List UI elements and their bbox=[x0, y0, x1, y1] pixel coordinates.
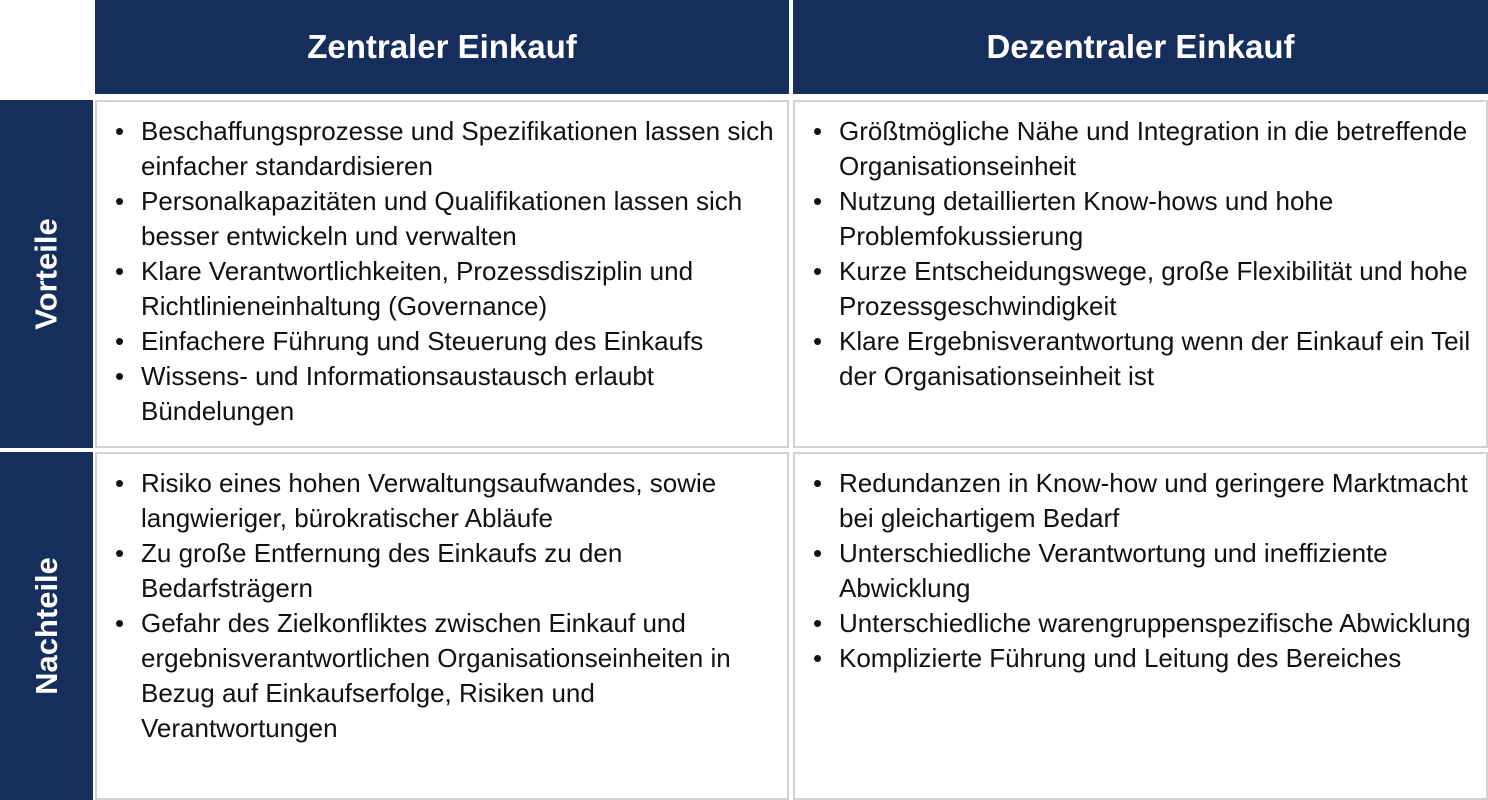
list-item: • Nutzung detaillierten Know-hows und hohe Problemfokussierung bbox=[807, 184, 1476, 254]
header-central-label: Zentraler Einkauf bbox=[307, 28, 577, 65]
list-item: • Risiko eines hohen Verwaltungsaufwandes, sowie langwieriger, bürokratischer Abläufe bbox=[109, 466, 777, 536]
row-label-disadvantages-text: Nachteile bbox=[28, 557, 64, 695]
central-disadvantages-list bbox=[109, 466, 777, 746]
list-item: • Komplizierte Führung und Leitung des Bereiches bbox=[807, 641, 1476, 676]
list-item: • Klare Verantwortlichkeiten, Prozessdisziplin und Richtlinieneinhaltung (Governance) bbox=[109, 254, 777, 324]
cell-central-disadvantages bbox=[95, 452, 789, 800]
central-advantages-list bbox=[109, 114, 777, 429]
list-item: • Wissens- und Informationsaustausch erlaubt Bündelungen bbox=[109, 359, 777, 429]
row-label-advantages bbox=[0, 100, 93, 448]
header-central-purchasing bbox=[95, 0, 789, 94]
header-decentral-label: Dezentraler Einkauf bbox=[986, 28, 1295, 65]
header-decentral-purchasing bbox=[793, 0, 1488, 94]
list-item: • Einfachere Führung und Steuerung des Einkaufs bbox=[109, 324, 777, 359]
decentral-advantages-list bbox=[807, 114, 1476, 394]
row-label-advantages-text: Vorteile bbox=[28, 218, 64, 330]
cell-decentral-advantages bbox=[793, 100, 1488, 448]
cell-decentral-disadvantages bbox=[793, 452, 1488, 800]
list-item: • Unterschiedliche warengruppenspezifische Abwicklung bbox=[807, 606, 1476, 641]
decentral-disadvantages-list bbox=[807, 466, 1476, 676]
cell-central-advantages bbox=[95, 100, 789, 448]
list-item: • Zu große Entfernung des Einkaufs zu den Bedarfsträgern bbox=[109, 536, 777, 606]
list-item: • Kurze Entscheidungswege, große Flexibilität und hohe Prozessgeschwindigkeit bbox=[807, 254, 1476, 324]
list-item: • Personalkapazitäten und Qualifikationen lassen sich besser entwickeln und verwalten bbox=[109, 184, 777, 254]
list-item: • Beschaffungsprozesse und Spezifikationen lassen sich einfacher standardisieren bbox=[109, 114, 777, 184]
list-item: • Redundanzen in Know-how und geringere Marktmacht bei gleichartigem Bedarf bbox=[807, 466, 1476, 536]
list-item: • Größtmögliche Nähe und Integration in die betreffende Organisationseinheit bbox=[807, 114, 1476, 184]
row-label-disadvantages bbox=[0, 452, 93, 800]
list-item: • Klare Ergebnisverantwortung wenn der Einkauf ein Teil der Organisationseinheit ist bbox=[807, 324, 1476, 394]
list-item: • Gefahr des Zielkonfliktes zwischen Einkauf und ergebnisverantwortlichen Organisationseinheiten in Bezug auf Einkaufserfolge, Risiken und Verantwortungen bbox=[109, 606, 777, 746]
list-item: • Unterschiedliche Verantwortung und ineffiziente Abwicklung bbox=[807, 536, 1476, 606]
